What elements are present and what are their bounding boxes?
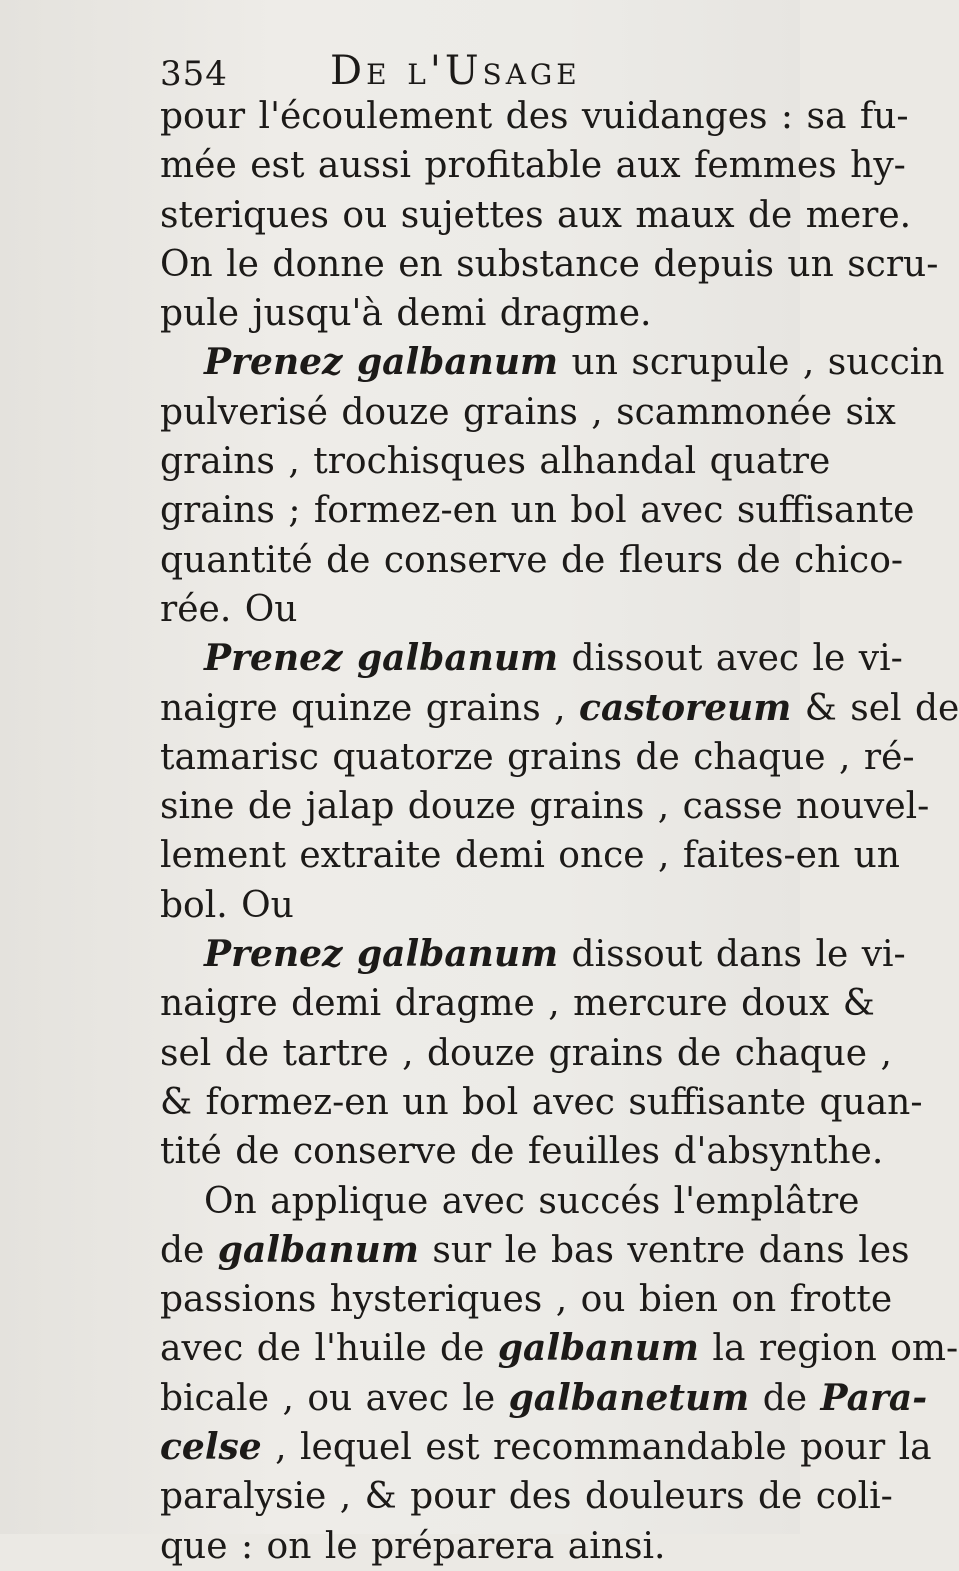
text-run: mée est aussi profitable aux femmes hy- [160, 145, 906, 187]
text-run: bol. Ou [160, 884, 294, 926]
text-run: pour l'écoulement des vuidanges : sa fu- [160, 96, 909, 137]
text-line [160, 1324, 959, 1373]
text-run: paralysie , & pour des douleurs de coli- [160, 1476, 893, 1518]
text-run: rée. Ou [160, 588, 298, 630]
text-run: On applique avec succés l'emplâtre [204, 1180, 860, 1222]
italic-term: Prenez galbanum [204, 933, 559, 976]
text-run: la region om- [698, 1328, 959, 1370]
text-run: On le donne en substance depuis un scru- [160, 243, 939, 285]
text-run: grains , trochisques alhandal quatre [160, 441, 831, 483]
text-run: que : on le préparera ainsi. [160, 1525, 666, 1567]
text-run: naigre demi dragme , mercure doux & [160, 983, 875, 1025]
italic-term: galbanum [497, 1327, 699, 1370]
text-line [160, 486, 915, 535]
text-line [160, 1127, 884, 1176]
text-run: steriques ou sujettes aux maux de mere. [160, 194, 912, 236]
text-line [160, 881, 788, 930]
text-line [160, 141, 906, 190]
text-run: pulverisé douze grains , scammonée six [160, 391, 896, 433]
text-run: dissout dans le vi- [558, 934, 906, 976]
text-run: un scrupule , succin [558, 342, 945, 384]
text-run: lement extraite demi once , faites-en un [160, 835, 900, 877]
italic-term: Prenez galbanum [204, 341, 559, 384]
text-line [160, 684, 959, 733]
text-run: tamarisc quatorze grains de chaque , ré- [160, 736, 915, 778]
italic-term: galbanetum [508, 1376, 750, 1419]
text-run: passions hysteriques , ou bien on frotte [160, 1279, 893, 1321]
page-header [158, 48, 794, 98]
text-line [160, 782, 930, 831]
text-line [160, 1374, 928, 1423]
text-run: , lequel est recommandable pour la [261, 1427, 932, 1469]
body-text [160, 92, 959, 1571]
text-run: dissout avec le vi- [558, 638, 903, 680]
text-line [160, 437, 831, 486]
page-number: 354 [160, 54, 228, 94]
text-line [160, 831, 900, 880]
running-title: De l'Usage [330, 48, 581, 94]
text-line [160, 240, 939, 289]
text-run: naigre quinze grains , [160, 687, 580, 729]
text-run: sur le bas ventre dans les [418, 1229, 910, 1271]
text-line [160, 1423, 932, 1472]
text-run: pule jusqu'à demi dragme. [160, 293, 652, 335]
italic-term: celse [160, 1426, 262, 1469]
text-run: grains ; formez-en un bol avec suffisante [160, 490, 915, 532]
text-line [160, 585, 788, 634]
text-line [160, 733, 915, 782]
italic-term: castoreum [579, 686, 792, 729]
text-run: & sel de [791, 687, 959, 729]
text-line [160, 1472, 893, 1521]
italic-term: Para- [820, 1376, 928, 1419]
text-run: de [160, 1229, 218, 1271]
text-line [160, 1522, 788, 1571]
text-line [160, 1029, 892, 1078]
text-line [160, 1226, 910, 1275]
text-line [160, 1177, 860, 1226]
text-run: quantité de conserve de fleurs de chico- [160, 539, 904, 581]
text-run: & formez-en un bol avec suffisante quan- [160, 1081, 923, 1123]
text-line [160, 634, 903, 683]
italic-term: galbanum [217, 1228, 419, 1271]
text-run: de [749, 1377, 821, 1419]
text-line [160, 979, 875, 1028]
text-line [160, 289, 788, 338]
text-line [160, 1275, 893, 1324]
text-run: tité de conserve de feuilles d'absynthe. [160, 1131, 884, 1173]
text-run: sine de jalap douze grains , casse nouvel- [160, 786, 930, 828]
text-run: avec de l'huile de [160, 1328, 498, 1370]
text-line [160, 388, 896, 437]
text-line [160, 338, 945, 387]
text-line [160, 930, 906, 979]
text-run: bicale , ou avec le [160, 1377, 509, 1419]
text-line [160, 92, 909, 141]
text-line [160, 1078, 923, 1127]
text-line [160, 536, 904, 585]
text-line [160, 191, 912, 240]
italic-term: Prenez galbanum [204, 637, 559, 680]
text-run: sel de tartre , douze grains de chaque , [160, 1032, 892, 1074]
